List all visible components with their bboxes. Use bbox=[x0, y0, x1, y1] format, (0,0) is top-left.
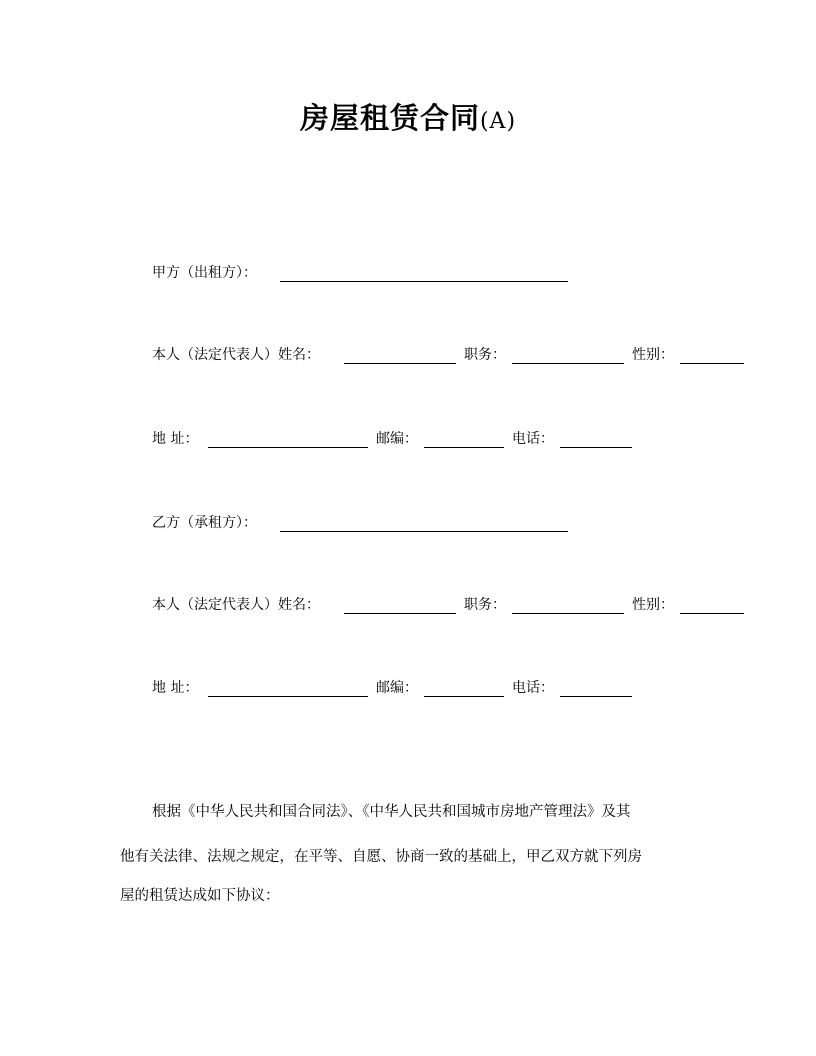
party-b-postcode-blank[interactable] bbox=[424, 696, 504, 697]
party-b-gender-label: 性别： bbox=[632, 597, 674, 613]
party-b-postcode-label: 邮编： bbox=[376, 680, 418, 696]
title-suffix: (A) bbox=[479, 109, 517, 134]
party-a-rep-name-label: 本人（法定代表人）姓名： bbox=[152, 347, 320, 363]
party-b-label: 乙方（承租方）： bbox=[152, 515, 257, 531]
preamble-line-3: 屋的租赁达成如下协议： bbox=[120, 888, 280, 904]
party-a-rep-name-blank[interactable] bbox=[344, 363, 456, 364]
party-a-position-blank[interactable] bbox=[512, 363, 624, 364]
party-b-address-blank[interactable] bbox=[208, 696, 368, 697]
party-b-phone-blank[interactable] bbox=[560, 696, 632, 697]
party-a-phone-label: 电话： bbox=[512, 431, 554, 447]
preamble-line-2: 他有关法律、法规之规定，在平等、自愿、协商一致的基础上，甲乙双方就下列房 bbox=[120, 849, 642, 865]
party-a-blank[interactable] bbox=[280, 281, 568, 282]
party-a-address-label: 地 址： bbox=[152, 431, 199, 447]
party-b-phone-label: 电话： bbox=[512, 680, 554, 696]
party-a-position-label: 职务： bbox=[464, 347, 506, 363]
party-a-postcode-label: 邮编： bbox=[376, 431, 418, 447]
party-b-blank[interactable] bbox=[280, 531, 568, 532]
party-b-position-blank[interactable] bbox=[512, 613, 624, 614]
party-a-address-blank[interactable] bbox=[208, 447, 368, 448]
title-main: 房屋租赁合同 bbox=[299, 101, 480, 135]
party-a-postcode-blank[interactable] bbox=[424, 447, 504, 448]
party-b-position-label: 职务： bbox=[464, 597, 506, 613]
party-a-gender-blank[interactable] bbox=[680, 363, 744, 364]
party-b-gender-blank[interactable] bbox=[680, 613, 744, 614]
party-a-label: 甲方（出租方）： bbox=[152, 265, 257, 281]
party-b-rep-name-blank[interactable] bbox=[344, 613, 456, 614]
document-title bbox=[0, 96, 816, 144]
party-b-rep-name-label: 本人（法定代表人）姓名： bbox=[152, 597, 320, 613]
party-a-gender-label: 性别： bbox=[632, 347, 674, 363]
party-a-phone-blank[interactable] bbox=[560, 447, 632, 448]
preamble-line-1: 根据《中华人民共和国合同法》、《中华人民共和国城市房地产管理法》及其 bbox=[152, 804, 631, 820]
party-b-address-label: 地 址： bbox=[152, 680, 199, 696]
